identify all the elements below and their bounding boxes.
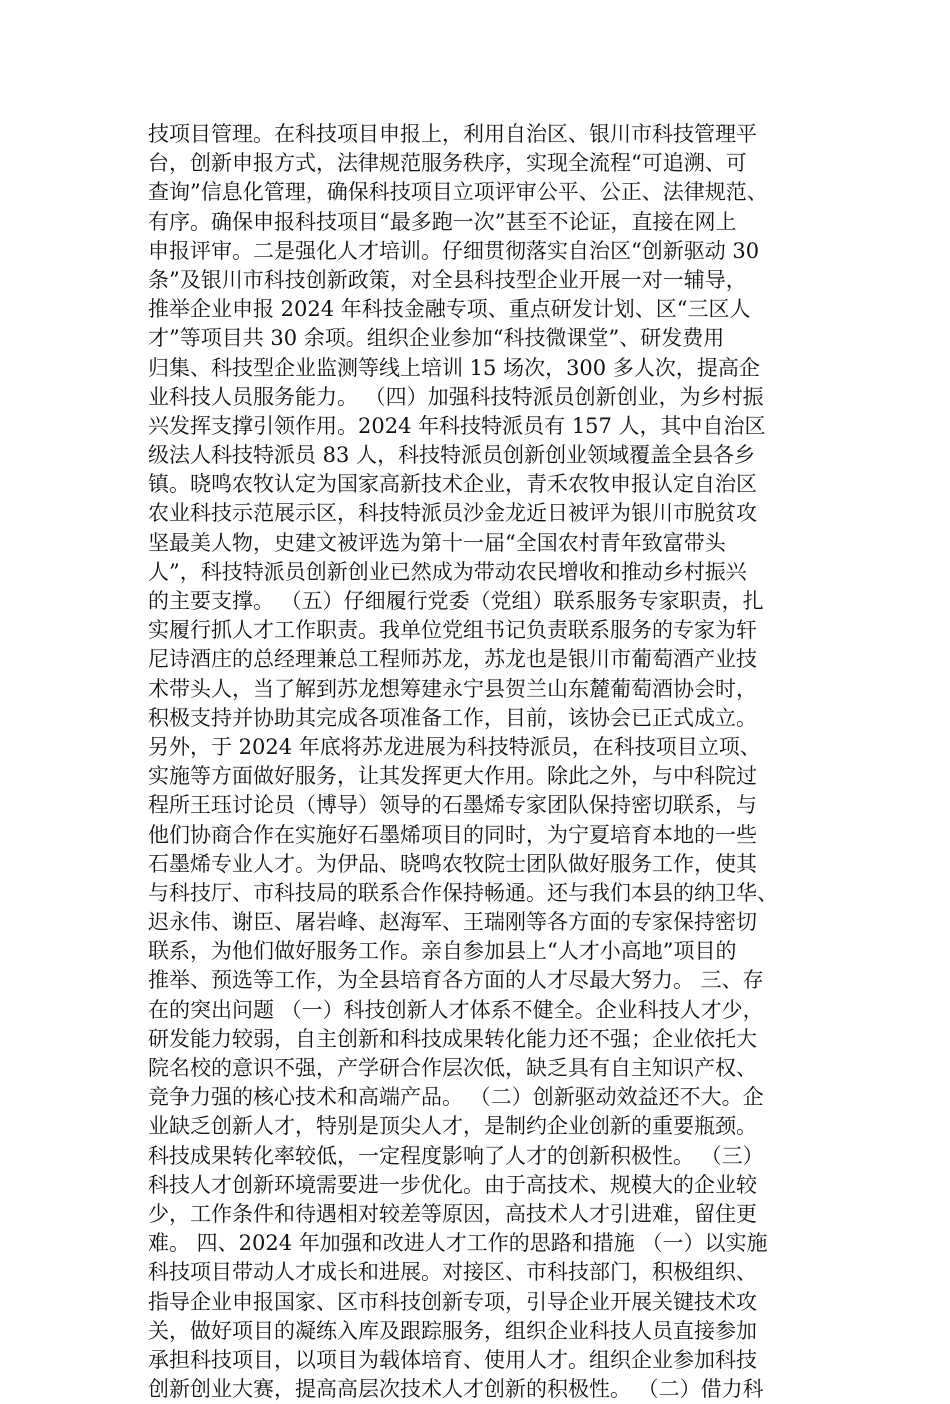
- text-line: 与科技厅、市科技局的联系合作保持畅通。还与我们本县的纳卫华、: [148, 880, 778, 905]
- text-line: 有序。确保申报科技项目“最多跑一次”甚至不论证，直接在网上: [148, 209, 737, 234]
- text-line: 兴发挥支撑引领作用。2024 年科技特派员有 157 人，其中自治区: [148, 413, 766, 438]
- text-line: 推举企业申报 2024 年科技金融专项、重点研发计划、区“三区人: [148, 297, 751, 322]
- text-line: 业缺乏创新人才，特别是顶尖人才，是制约企业创新的重要瓶颈。: [148, 1114, 757, 1139]
- text-line: 条”及银川市科技创新政策，对全县科技型企业开展一对一辅导，: [148, 267, 747, 292]
- text-line: 台，创新申报方式，法律规范服务秩序，实现全流程“可追溯、可: [148, 151, 747, 176]
- text-line: 实履行抓人才工作职责。我单位党组书记负责联系服务的专家为轩: [148, 618, 757, 643]
- text-line: 人”，科技特派员创新创业已然成为带动农民增收和推动乡村振兴: [148, 559, 747, 584]
- text-line: 业科技人员服务能力。 （四）加强科技特派员创新创业，为乡村振: [148, 384, 764, 409]
- text-line: 承担科技项目，以项目为载体培育、使用人才。组织企业参加科技: [148, 1347, 757, 1372]
- text-line: 他们协商合作在实施好石墨烯项目的同时，为宁夏培育本地的一些: [148, 822, 757, 847]
- text-line: 联系，为他们做好服务工作。亲自参加县上“人才小高地”项目的: [148, 939, 737, 964]
- text-line: 术带头人，当了解到苏龙想筹建永宁县贺兰山东麓葡萄酒协会时，: [148, 676, 757, 701]
- text-line: 少，工作条件和待遇相对较差等原因，高技术人才引进难，留住更: [148, 1201, 757, 1226]
- body-text: [148, 120, 808, 1404]
- text-line: 积极支持并协助其完成各项准备工作，目前，该协会已正式成立。: [148, 705, 757, 730]
- text-line: 程所王珏讨论员（博导）领导的石墨烯专家团队保持密切联系，与: [148, 793, 757, 818]
- text-line: 推举、预选等工作，为全县培育各方面的人才尽最大努力。 三、存: [148, 968, 764, 993]
- text-line: 镇。晓鸣农牧认定为国家高新技术企业，青禾农牧申报认定自治区: [148, 472, 757, 497]
- text-line: 科技人才创新环境需要进一步优化。由于高技术、规模大的企业较: [148, 1172, 757, 1197]
- text-line: 科技成果转化率较低，一定程度影响了人才的创新积极性。 （三）: [148, 1143, 764, 1168]
- text-line: 石墨烯专业人才。为伊品、晓鸣农牧院士团队做好服务工作，使其: [148, 851, 757, 876]
- text-line: 创新创业大赛，提高高层次技术人才创新的积极性。 （二）借力科: [148, 1377, 764, 1402]
- text-line: 坚最美人物，史建文被评选为第十一届“全国农村青年致富带头: [148, 530, 726, 555]
- text-line: 农业科技示范展示区，科技特派员沙金龙近日被评为银川市脱贫攻: [148, 501, 757, 526]
- text-line: 归集、科技型企业监测等线上培训 15 场次，300 多人次，提高企: [148, 355, 760, 380]
- text-line: 关，做好项目的凝练入库及跟踪服务，组织企业科技人员直接参加: [148, 1318, 757, 1343]
- text-line: 技项目管理。在科技项目申报上，利用自治区、银川市科技管理平: [148, 122, 757, 146]
- text-line: 申报评审。二是强化人才培训。仔细贯彻落实自治区“创新驱动 30: [148, 238, 760, 263]
- text-line: 的主要支撑。 （五）仔细履行党委（党组）联系服务专家职责，扎: [148, 589, 764, 613]
- text-line: 迟永伟、谢臣、屠岩峰、赵海军、王瑞刚等各方面的专家保持密切: [148, 910, 757, 935]
- text-line: 另外，于 2024 年底将苏龙进展为科技特派员，在科技项目立项、: [148, 734, 761, 759]
- text-line: 竞争力强的核心技术和高端产品。 （二）创新驱动效益还不大。企: [148, 1085, 764, 1110]
- text-line: 查询”信息化管理，确保科技项目立项评审公平、公正、法律规范、: [148, 180, 768, 205]
- text-line: 科技项目带动人才成长和进展。对接区、市科技部门，积极组织、: [148, 1260, 757, 1285]
- text-line: 指导企业申报国家、区市科技创新专项，引导企业开展关键技术攻: [148, 1289, 757, 1314]
- text-line: 研发能力较弱，自主创新和科技成果转化能力还不强；企业依托大: [148, 1026, 757, 1051]
- text-line: 才”等项目共 30 余项。组织企业参加“科技微课堂”、研发费用: [148, 326, 725, 351]
- text-line: 在的突出问题 （一）科技创新人才体系不健全。企业科技人才少，: [148, 997, 764, 1022]
- text-line: 难。 四、2024 年加强和改进人才工作的思路和措施 （一）以实施: [148, 1231, 768, 1256]
- text-line: 院名校的意识不强，产学研合作层次低，缺乏具有自主知识产权、: [148, 1056, 757, 1080]
- text-line: 实施等方面做好服务，让其发挥更大作用。除此之外，与中科院过: [148, 764, 757, 789]
- text-line: 尼诗酒庄的总经理兼总工程师苏龙，苏龙也是银川市葡萄酒产业技: [148, 647, 757, 672]
- text-line: 级法人科技特派员 83 人，科技特派员创新创业领域覆盖全县各乡: [148, 443, 756, 468]
